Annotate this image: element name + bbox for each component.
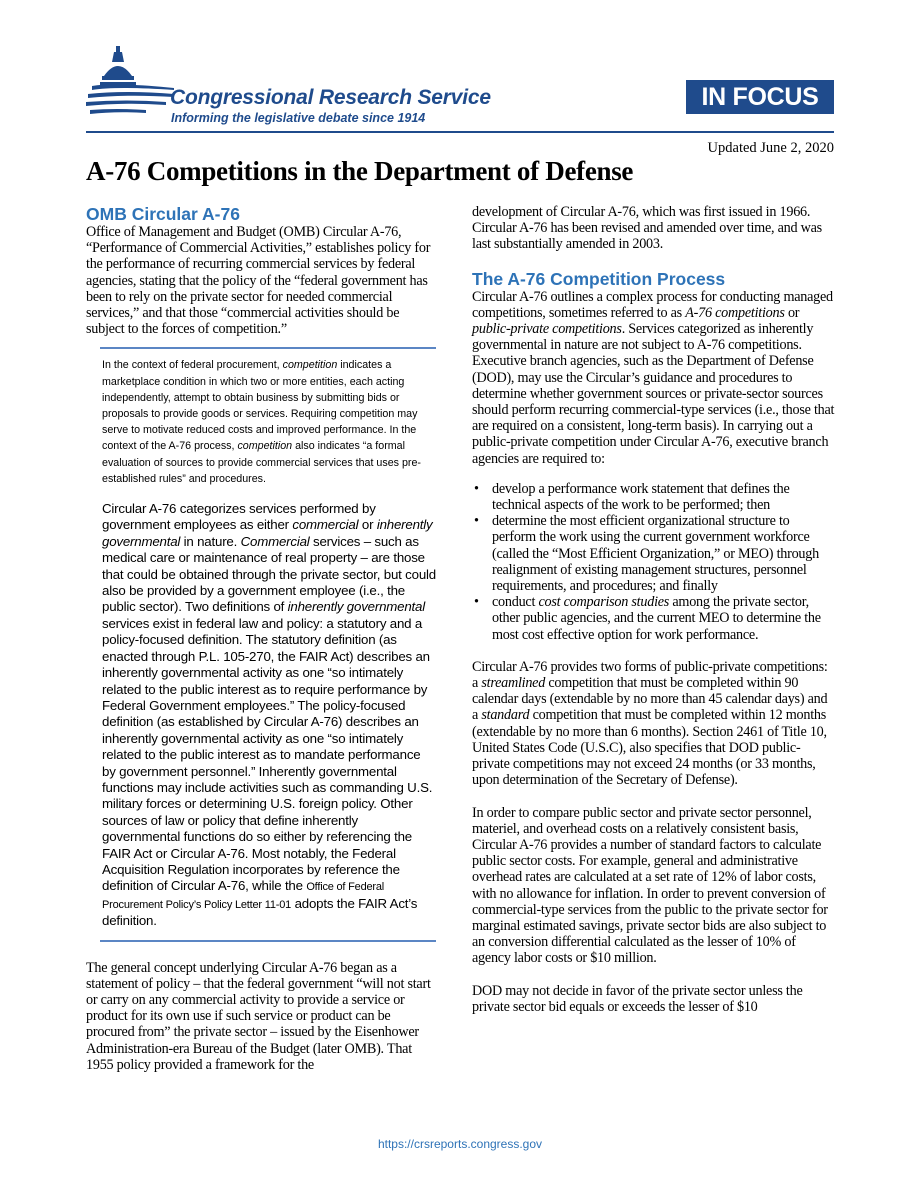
right-column: [472, 204, 836, 1015]
paragraph-dod-decision: DOD may not decide in favor of the private sector unless the private sector bid equals or exceeds the lesser of $10: [472, 982, 803, 1015]
paragraph-general-concept: The general concept underlying Circular A-76 began as a statement of policy – that the federal government “will not start or carry on any commercial activity to provide a service or product for its own use if such service or product can be procured from” the private sector – issued by the Eisenhower Administration-era Bureau of the Budget (later OMB). That 1955 policy provided a framework for the: [86, 959, 431, 1073]
list-item: • develop a performance work statement that defines the technical aspects of the work to be performed; then: [474, 480, 790, 514]
section-heading-omb: OMB Circular A-76: [86, 204, 240, 224]
org-name: Congressional Research Service: [170, 86, 491, 109]
section-heading-process: The A-76 Competition Process: [472, 268, 726, 289]
page-title: A-76 Competitions in the Department of Defense: [86, 156, 634, 186]
sidebar-inherently-governmental-text: Circular A-76 categorizes services performed by government employees as either commercial or inherently governmental in nature. Commercial services – such as medical care or maintenance of real property – are those that could be obtained through the private sector, but could also be provided by a government employee (i.e., the public sector). Two definitions of inherently governmental services exist in federal law and policy: a statutory and a policy-focused definition. The statutory definition (as enacted through P.L. 105-270, the FAIR Act) describes an inherently governmental activity as one “so intimately related to the public interest as to require performance by Federal Government employees.” The policy-focused definition (as established by Circular A-76) describes an inherently governmental activity as one “so intimately related to the public interest as to mandate performance by government personnel.” Inherently governmental functions may include activities such as commanding U.S. military forces or determining U.S. foreign policy. Other sources of law or policy that define inherently governmental functions do so either by referencing the FAIR Act or Circular A-76. Most notably, the Federal Acquisition Regulation incorporates by reference the definition of Circular A-76, while the Office of Federal Procurement Policy’s Policy Letter 11-01 adopts the FAIR Act’s definition.: [102, 501, 436, 929]
list-item: • conduct cost comparison studies among the private sector, other public agencies, and the current MEO to determine the most cost effective option for work performance.: [474, 594, 821, 643]
requirements-list: [472, 481, 836, 643]
paragraph-history-continued: development of Circular A-76, which was first issued in 1966. Circular A-76 has been revised and amended over time, and was last substantially amended in 2003.: [472, 204, 822, 253]
org-tagline: Informing the legislative debate since 1914: [171, 111, 426, 125]
list-item: • determine the most efficient organizational structure to perform the work using the current government workforce (called the “Most Efficient Organization,” or MEO) through realignment of existing management structures, personnel requirements, and procedures; and finally: [474, 513, 819, 595]
capitol-dome-icon: [86, 42, 176, 124]
header-rule: [86, 131, 834, 133]
definition-sidebar: [100, 347, 436, 941]
footer-url-link[interactable]: https://crsreports.congress.gov: [377, 1137, 543, 1151]
paragraph-omb-intro: Office of Management and Budget (OMB) Circular A-76, “Performance of Commercial Activities,” establishes policy for the performance of recurring commercial services by federal agencies, stating that the policy of the “federal government has been to rely on the private sector for needed commercial services,” and that those “commercial activities should be subject to the forces of competition.”: [86, 224, 431, 338]
paragraph-process-intro: Circular A-76 outlines a complex process for conducting managed competitions, sometimes referred to as A-76 competitions or public-private competitions. Services categorized as inherently governmental in nature are not subject to A-76 competitions. Executive branch agencies, such as the Department of Defense (DOD), may use the Circular’s guidance and procedures to determine whether government sources or private-sector sources should perform recurring commercial-type services (i.e., those that are required on a consistent, long-term basis). In carrying out a public-private competition under Circular A-76, executive branch agencies are required to:: [472, 288, 835, 467]
sidebar-competition-definition: In the context of federal procurement, competition indicates a marketplace condition in which two or more entities, each acting independently, attempt to obtain business by submitting bids or proposals to provide goods or services. Requiring competition may serve to motivate reduced costs and improved performance. In the context of the A-76 process, competition also indicates “a formal evaluation of sources to provide commercial services that uses pre-established rules” and procedures.: [102, 359, 421, 485]
in-focus-badge: IN FOCUS: [686, 80, 834, 114]
updated-date: Updated June 2, 2020: [707, 140, 834, 156]
paragraph-cost-comparison: In order to compare public sector and private sector personnel, materiel, and overhead costs on a relatively consistent basis, Circular A-76 provides a number of standard factors to calculate public sector costs. For example, general and administrative overhead rates are calculated at a set rate of 12% of labor costs, with no allowance for inflation. In order to prevent conversion of commercial-type services from the public to the private sector for marginal estimated savings, private sector bids are also subject to an conversion differential calculated as the lesser of 10% of agency labor costs or $10 million.: [472, 804, 828, 967]
sidebar-top-rule: [100, 347, 436, 349]
left-column: [86, 204, 438, 1073]
paragraph-competition-forms: Circular A-76 provides two forms of public-private competitions: a streamlined competition that must be completed within 90 calendar days (extendable by no more than 45 calendar days) and a standard competition that must be completed within 12 months (extendable by no more than 6 months). Section 2461 of Title 10, United States Code (U.S.C), also specifies that DOD public-private competitions may not exceed 24 months (or 33 months, upon determination of the Secretary of Defense).: [472, 658, 828, 789]
